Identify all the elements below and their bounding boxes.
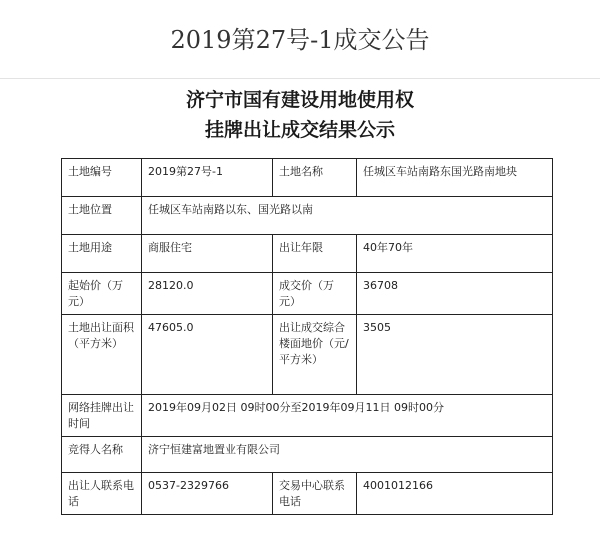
- start-price-label: 起始价（万元）: [62, 273, 142, 315]
- table-row: [62, 197, 553, 235]
- table-row: [62, 235, 553, 273]
- seller-contact-label: 出让人联系电话: [62, 473, 142, 515]
- listing-time-value: 2019年09月02日 09时00分至2019年09月11日 09时00分: [142, 395, 553, 437]
- use-label: 土地用途: [62, 235, 142, 273]
- land-name-value: 任城区车站南路东国光路南地块: [357, 159, 553, 197]
- floor-price-value: 3505: [357, 315, 553, 395]
- table-row: [62, 473, 553, 515]
- center-contact-value: 4001012166: [357, 473, 553, 515]
- page-title: 2019第27号-1成交公告: [170, 26, 430, 54]
- land-name-label: 土地名称: [273, 159, 357, 197]
- page-header: [0, 0, 600, 79]
- location-label: 土地位置: [62, 197, 142, 235]
- document-title-line-1: 济宁市国有建设用地使用权: [185, 89, 414, 111]
- table-row: [62, 273, 553, 315]
- deal-price-value: 36708: [357, 273, 553, 315]
- table-row: [62, 315, 553, 395]
- deal-price-label: 成交价（万元）: [273, 273, 357, 315]
- center-contact-label: 交易中心联系电话: [273, 473, 357, 515]
- land-code-value: 2019第27号-1: [142, 159, 273, 197]
- document-title-line-2: 挂牌出让成交结果公示: [204, 119, 395, 141]
- use-value: 商服住宅: [142, 235, 273, 273]
- term-value: 40年70年: [357, 235, 553, 273]
- buyer-label: 竞得人名称: [62, 437, 142, 473]
- land-info-table: [61, 158, 553, 515]
- table-row: [62, 395, 553, 437]
- table-row: [62, 159, 553, 197]
- listing-time-label: 网络挂牌出让时间: [62, 395, 142, 437]
- area-label: 土地出让面积（平方米）: [62, 315, 142, 395]
- start-price-value: 28120.0: [142, 273, 273, 315]
- land-code-label: 土地编号: [62, 159, 142, 197]
- floor-price-label: 出让成交综合楼面地价（元/平方米）: [273, 315, 357, 395]
- seller-contact-value: 0537-2329766: [142, 473, 273, 515]
- buyer-value: 济宁恒建富地置业有限公司: [142, 437, 553, 473]
- table-row: [62, 437, 553, 473]
- area-value: 47605.0: [142, 315, 273, 395]
- location-value: 任城区车站南路以东、国光路以南: [142, 197, 553, 235]
- term-label: 出让年限: [273, 235, 357, 273]
